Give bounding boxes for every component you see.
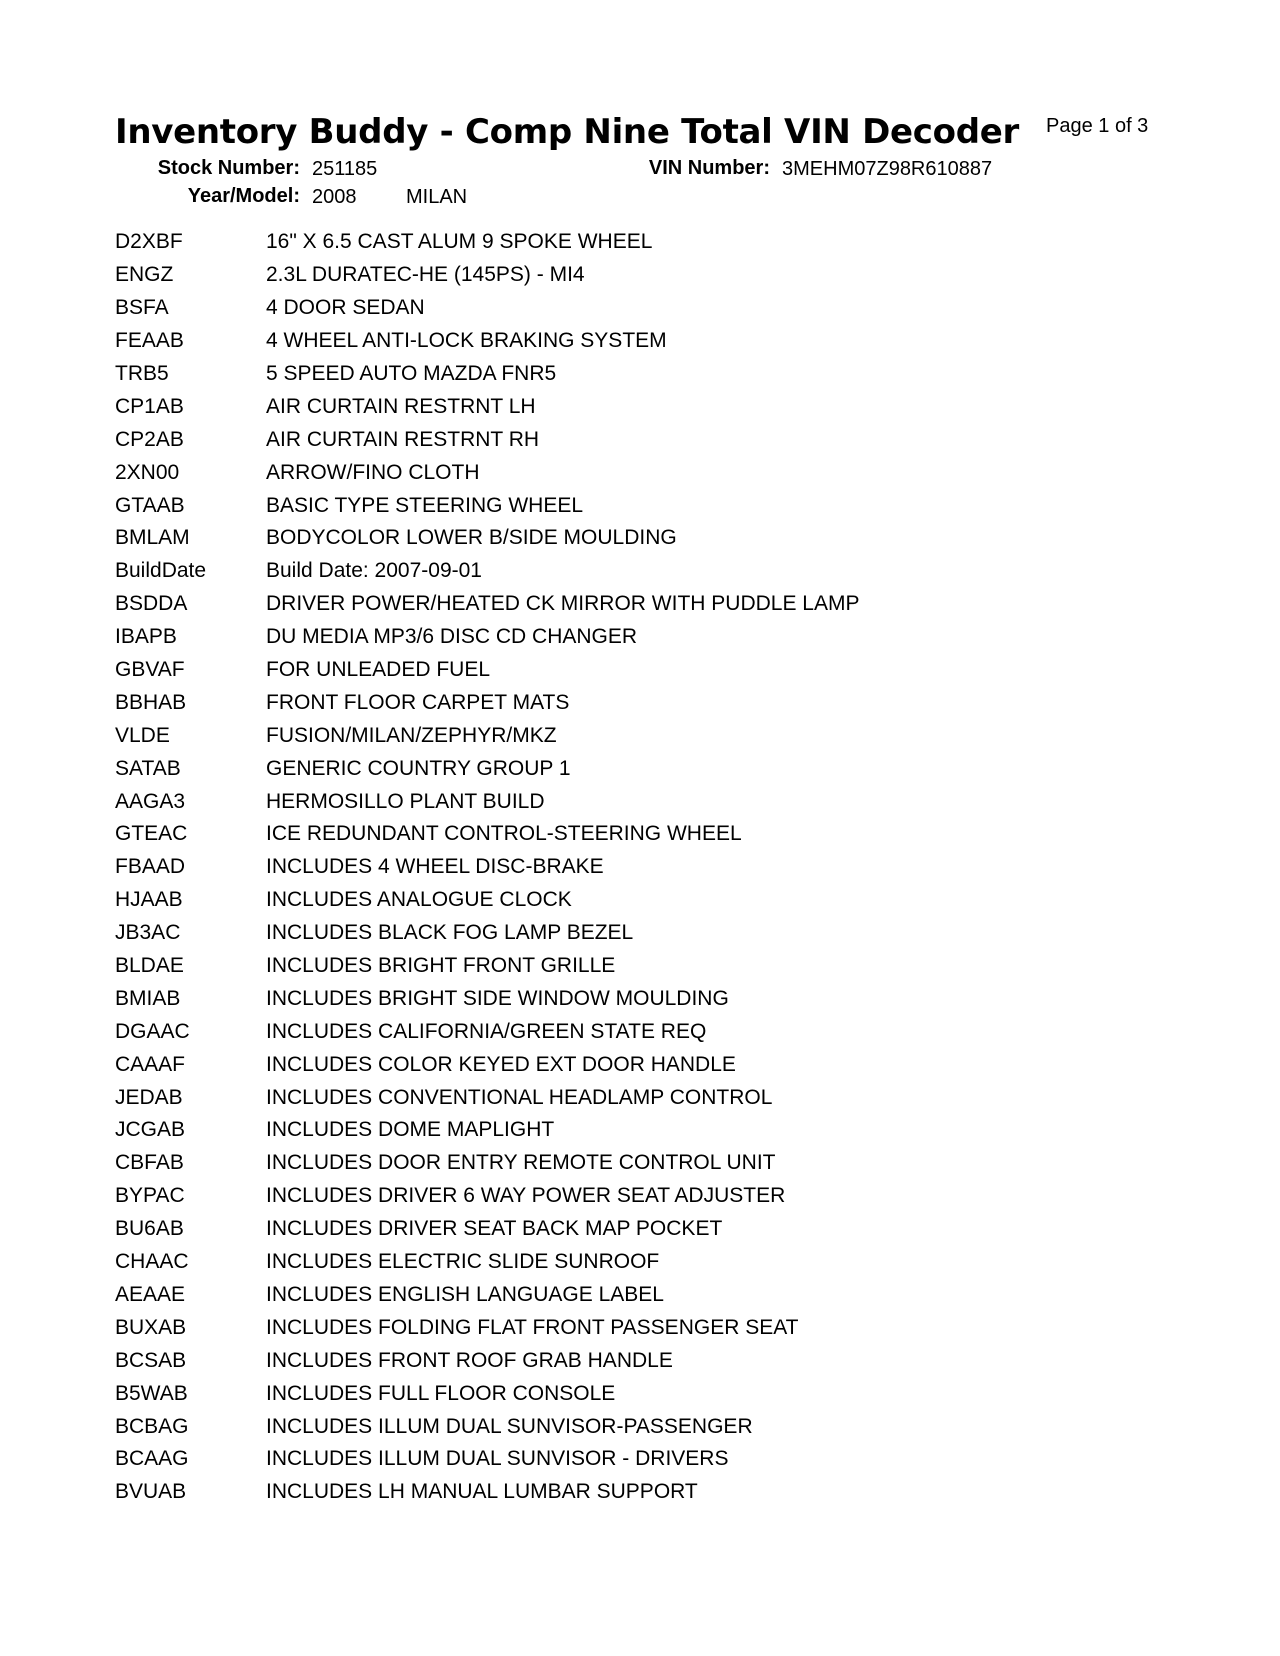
- option-code: TRB5: [115, 362, 169, 385]
- list-item: [115, 654, 1115, 687]
- option-description: INCLUDES BRIGHT FRONT GRILLE: [266, 954, 616, 978]
- year-model-label: Year/Model:: [187, 185, 300, 207]
- option-code: BVUAB: [115, 1480, 187, 1504]
- option-code: CAAAF: [115, 1052, 186, 1076]
- option-code: BMLAM: [115, 526, 190, 550]
- option-description: INCLUDES BRIGHT SIDE WINDOW MOULDING: [266, 986, 729, 1010]
- option-code: BuildDate: [115, 559, 207, 583]
- option-code: BLDAE: [115, 954, 184, 978]
- option-description: 4 WHEEL ANTI-LOCK BRAKING SYSTEM: [266, 329, 667, 353]
- option-description: FRONT FLOOR CARPET MATS: [266, 690, 570, 714]
- option-code: JCGAB: [115, 1118, 186, 1142]
- option-description: 2.3L DURATEC-HE (145PS) - MI4: [266, 263, 585, 287]
- list-item: [115, 390, 1115, 423]
- list-item: [115, 1048, 1115, 1081]
- option-code: B5WAB: [115, 1381, 188, 1405]
- option-code: CP2AB: [115, 427, 184, 451]
- option-description: HERMOSILLO PLANT BUILD: [266, 789, 545, 813]
- stock-number-label: Stock Number:: [157, 157, 300, 179]
- list-item: [115, 851, 1115, 884]
- list-item: [115, 950, 1115, 983]
- page-indicator: Page 1 of 3: [1046, 115, 1149, 137]
- list-item: [115, 259, 1115, 292]
- option-description: Build Date: 2007-09-01: [266, 559, 482, 583]
- option-code: BBHAB: [115, 690, 187, 714]
- option-description: INCLUDES ILLUM DUAL SUNVISOR-PASSENGER: [266, 1414, 753, 1438]
- option-description: INCLUDES FOLDING FLAT FRONT PASSENGER SEAT: [266, 1315, 799, 1339]
- list-item: [115, 686, 1115, 719]
- list-item: [115, 719, 1115, 752]
- option-code: GTEAC: [115, 822, 188, 846]
- option-description: INCLUDES COLOR KEYED EXT DOOR HANDLE: [266, 1052, 736, 1076]
- list-item: [115, 456, 1115, 489]
- option-code: FEAAB: [115, 329, 184, 353]
- option-code: GTAAB: [115, 493, 185, 517]
- option-description: INCLUDES DOME MAPLIGHT: [266, 1118, 555, 1142]
- option-description: FUSION/MILAN/ZEPHYR/MKZ: [266, 723, 557, 747]
- list-item: [115, 1147, 1115, 1180]
- option-code: BCSAB: [115, 1348, 187, 1372]
- option-description: BASIC TYPE STEERING WHEEL: [266, 493, 584, 517]
- option-code: BYPAC: [115, 1184, 185, 1208]
- option-description: INCLUDES DOOR ENTRY REMOTE CONTROL UNIT: [266, 1151, 776, 1175]
- list-item: [115, 1081, 1115, 1114]
- list-item: [115, 292, 1115, 325]
- stock-number-value: 251185: [312, 158, 378, 180]
- list-item: [115, 785, 1115, 818]
- option-code: JB3AC: [115, 921, 181, 945]
- list-item: [115, 522, 1115, 555]
- option-description: AIR CURTAIN RESTRNT LH: [266, 394, 536, 418]
- list-item: [115, 226, 1115, 259]
- option-code: CHAAC: [115, 1250, 189, 1274]
- option-description: INCLUDES FULL FLOOR CONSOLE: [266, 1381, 616, 1405]
- model-value: MILAN: [406, 186, 468, 208]
- list-item: [115, 1476, 1115, 1509]
- option-description: INCLUDES ELECTRIC SLIDE SUNROOF: [266, 1250, 660, 1274]
- list-item: [115, 884, 1115, 917]
- list-item: [115, 1246, 1115, 1279]
- option-description: DRIVER POWER/HEATED CK MIRROR WITH PUDDLE LAMP: [266, 592, 860, 616]
- option-code: BUXAB: [115, 1315, 187, 1339]
- option-code: ENGZ: [115, 263, 174, 287]
- option-code: AAGA3: [115, 789, 186, 813]
- list-item: [115, 1443, 1115, 1476]
- option-code: 2XN00: [115, 460, 180, 484]
- option-code: D2XBF: [115, 230, 183, 254]
- list-item: [115, 358, 1115, 391]
- list-item: [115, 555, 1115, 588]
- option-code: GBVAF: [115, 658, 185, 682]
- option-description: INCLUDES DRIVER SEAT BACK MAP POCKET: [266, 1217, 723, 1241]
- option-description: INCLUDES FRONT ROOF GRAB HANDLE: [266, 1348, 673, 1372]
- option-code: BCAAG: [115, 1447, 189, 1471]
- option-description: FOR UNLEADED FUEL: [266, 658, 491, 682]
- option-code: BCBAG: [115, 1414, 189, 1438]
- list-item: [115, 1213, 1115, 1246]
- list-item: [115, 1180, 1115, 1213]
- option-description: INCLUDES ANALOGUE CLOCK: [266, 888, 572, 912]
- option-description: INCLUDES ILLUM DUAL SUNVISOR - DRIVERS: [266, 1447, 729, 1471]
- option-code: SATAB: [115, 756, 181, 780]
- option-code: JEDAB: [115, 1085, 183, 1109]
- option-description: 4 DOOR SEDAN: [266, 296, 425, 320]
- list-item: [115, 1015, 1115, 1048]
- option-description: INCLUDES 4 WHEEL DISC-BRAKE: [266, 855, 604, 879]
- option-description: INCLUDES LH MANUAL LUMBAR SUPPORT: [266, 1480, 698, 1504]
- list-item: [115, 1311, 1115, 1344]
- list-item: [115, 1344, 1115, 1377]
- list-item: [115, 1114, 1115, 1147]
- option-code: DGAAC: [115, 1019, 190, 1043]
- option-description: 5 SPEED AUTO MAZDA FNR5: [266, 362, 557, 385]
- option-code: VLDE: [115, 723, 170, 747]
- option-code: AEAAE: [115, 1282, 186, 1306]
- option-description: 16" X 6.5 CAST ALUM 9 SPOKE WHEEL: [266, 230, 653, 254]
- option-code: CBFAB: [115, 1151, 184, 1175]
- option-code: HJAAB: [115, 888, 183, 912]
- option-description: INCLUDES CONVENTIONAL HEADLAMP CONTROL: [266, 1085, 773, 1109]
- option-description: INCLUDES DRIVER 6 WAY POWER SEAT ADJUSTER: [266, 1184, 786, 1208]
- option-code: CP1AB: [115, 394, 184, 418]
- list-item: [115, 621, 1115, 654]
- list-item: [115, 1279, 1115, 1312]
- vin-number-value: 3MEHM07Z98R610887: [782, 158, 993, 180]
- option-description: INCLUDES CALIFORNIA/GREEN STATE REQ: [266, 1019, 707, 1043]
- option-description: ICE REDUNDANT CONTROL-STEERING WHEEL: [266, 822, 742, 846]
- option-code: IBAPB: [115, 625, 177, 649]
- option-code: FBAAD: [115, 855, 186, 879]
- option-description: INCLUDES BLACK FOG LAMP BEZEL: [266, 921, 634, 945]
- list-item: [115, 1377, 1115, 1410]
- list-item: [115, 325, 1115, 358]
- option-description: AIR CURTAIN RESTRNT RH: [266, 427, 540, 451]
- option-description: GENERIC COUNTRY GROUP 1: [266, 756, 571, 780]
- list-item: [115, 423, 1115, 456]
- option-code: BU6AB: [115, 1217, 184, 1241]
- list-item: [115, 588, 1115, 621]
- option-description: INCLUDES ENGLISH LANGUAGE LABEL: [266, 1282, 664, 1306]
- year-value: 2008: [312, 186, 357, 208]
- list-item: [115, 489, 1115, 522]
- list-item: [115, 982, 1115, 1015]
- option-code: BMIAB: [115, 986, 181, 1010]
- document-title: Inventory Buddy - Comp Nine Total VIN Decoder: [115, 112, 1019, 152]
- option-code-list: [115, 226, 1115, 1509]
- option-code: BSDDA: [115, 592, 188, 616]
- option-description: ARROW/FINO CLOTH: [266, 460, 480, 484]
- list-item: [115, 1410, 1115, 1443]
- vin-number-label: VIN Number:: [648, 157, 770, 179]
- list-item: [115, 917, 1115, 950]
- option-description: DU MEDIA MP3/6 DISC CD CHANGER: [266, 625, 638, 649]
- list-item: [115, 818, 1115, 851]
- option-description: BODYCOLOR LOWER B/SIDE MOULDING: [266, 526, 677, 550]
- option-code: BSFA: [115, 296, 169, 320]
- list-item: [115, 752, 1115, 785]
